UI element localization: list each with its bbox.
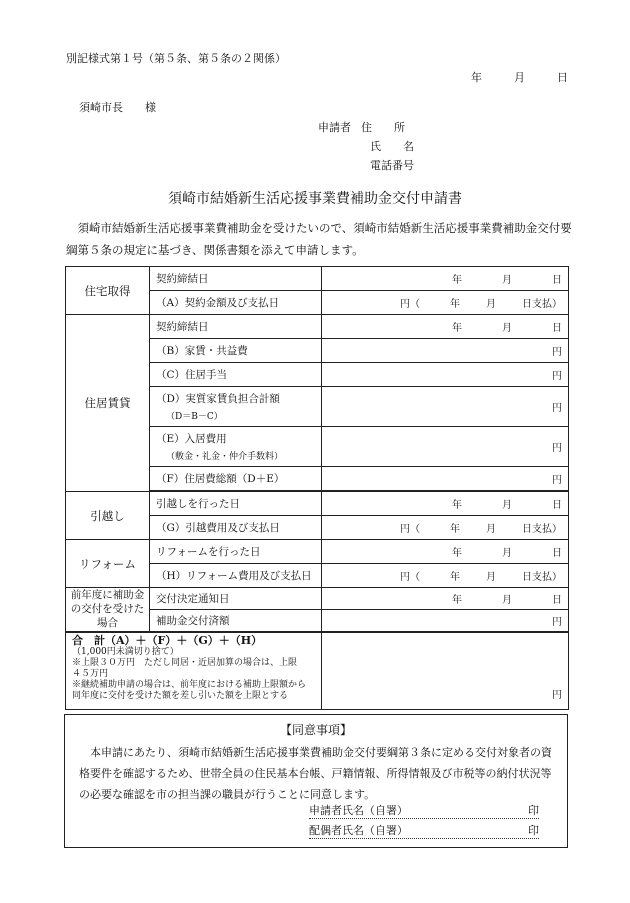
rent-label: （B）家賃・共益費: [150, 339, 322, 363]
date-day: 日: [557, 71, 568, 84]
actual-rent-label: （D）実質家賃負担合計額 （D＝B－C）: [150, 387, 322, 427]
notice-date-label: 交付決定通知日: [150, 588, 322, 610]
total-rounding: （1,000円未満切り捨て）: [72, 646, 179, 657]
reform-date-label: リフォームを行った日: [150, 540, 322, 564]
paid-amount-field[interactable]: 円: [322, 610, 569, 632]
purchase-contract-date-label: 契約締結日: [150, 267, 322, 291]
application-table: [65, 266, 569, 710]
moving-cost-label: （G）引越費用及び支払日: [150, 516, 322, 540]
consent-body: 本申請にあたり、須崎市結婚新生活応援事業費補助金交付要綱第３条に定める交付対象者の資格要件を確認するため、世帯全員の住民基本台帳、戸籍情報、所得情報及び市税等の納付状況等の必要な確認を市の担当課の職員が行うことに同意します。: [79, 746, 552, 801]
moving-date-label: 引越しを行った日: [150, 492, 322, 516]
date-month: 月: [514, 71, 525, 84]
total-field[interactable]: 円: [322, 632, 569, 710]
application-date[interactable]: [471, 69, 568, 85]
addressee: 須崎市長 様: [79, 101, 156, 114]
applicant-seal: 印: [528, 804, 539, 817]
reform-date-field[interactable]: 年 月 日: [322, 540, 569, 564]
total-cap-note: ※上限３０万円 ただし同居・近居加算の場合は、上限: [72, 657, 298, 668]
phone-label: 電話番号: [370, 159, 414, 172]
total-label: 合 計（A）＋（F）＋（G）＋（H）: [72, 633, 263, 647]
actual-rent-field[interactable]: 円: [322, 387, 569, 427]
purchase-amount-field[interactable]: 円（ 年 月 日支払）: [322, 291, 569, 315]
move-in-cost-label: （E）入居費用 （敷金・礼金・仲介手数料）: [150, 427, 322, 467]
reform-cost-label: （H）リフォーム費用及び支払日: [150, 564, 322, 588]
applicant-signature-field[interactable]: [309, 802, 539, 819]
applicant-label: 申請者: [318, 121, 351, 134]
consent-title: 【同意事項】: [279, 723, 352, 737]
category-housing-purchase: 住宅取得: [66, 267, 150, 315]
date-year: 年: [471, 71, 482, 84]
notice-date-field[interactable]: 年 月 日: [322, 588, 569, 610]
form-number: 別記様式第１号（第５条、第５条の２関係）: [66, 52, 286, 65]
rent-contract-date-field[interactable]: 年 月 日: [322, 315, 569, 339]
moving-date-field[interactable]: 年 月 日: [322, 492, 569, 516]
purchase-contract-date-field[interactable]: 年 月 日: [322, 267, 569, 291]
applicant-signature-label: 申請者氏名（自署）: [309, 804, 408, 817]
continuation-note: ※継続補助申請の場合は、前年度における補助上限額から: [72, 679, 307, 690]
moving-cost-field[interactable]: 円（ 年 月 日支払）: [322, 516, 569, 540]
purchase-amount-label: （A）契約金額及び支払日: [150, 291, 322, 315]
move-in-cost-field[interactable]: 円: [322, 427, 569, 467]
paid-amount-label: 補助金交付済額: [150, 610, 322, 632]
rent-total-label: （F）住居費総額（D＋E）: [150, 467, 322, 491]
rent-total-field[interactable]: 円: [322, 467, 569, 491]
housing-allowance-field[interactable]: 円: [322, 363, 569, 387]
spouse-seal: 印: [528, 824, 539, 837]
consent-box: [64, 714, 568, 848]
applicant-block: [318, 118, 414, 175]
intro-text: 須崎市結婚新生活応援事業費補助金を受けたいので、須崎市結婚新生活応援事業費補助金交付要綱第５条の規定に基づき、関係書類を添えて申請します。: [66, 221, 572, 257]
category-reform: リフォーム: [66, 540, 150, 588]
category-previous-subsidy: 前年度に補助金の交付を受けた場合: [66, 588, 150, 632]
rent-field[interactable]: 円: [322, 339, 569, 363]
document-title: 須崎市結婚新生活応援事業費補助金交付申請書: [168, 191, 462, 207]
housing-allowance-label: （C）住居手当: [150, 363, 322, 387]
continuation-note-2: 同年度に交付を受けた額を差し引いた額を上限とする: [72, 690, 289, 701]
spouse-signature-field[interactable]: [309, 822, 539, 839]
category-moving: 引越し: [66, 492, 150, 540]
address-label: 住 所: [361, 121, 405, 134]
spouse-signature-label: 配偶者氏名（自署）: [309, 824, 408, 837]
reform-cost-field[interactable]: 円（ 年 月 日支払）: [322, 564, 569, 588]
name-label: 氏 名: [370, 140, 414, 153]
total-label-cell: [66, 632, 322, 710]
total-cap-note-2: ４５万円: [72, 668, 109, 679]
category-housing-rent: 住居賃貸: [66, 315, 150, 492]
rent-contract-date-label: 契約締結日: [150, 315, 322, 339]
